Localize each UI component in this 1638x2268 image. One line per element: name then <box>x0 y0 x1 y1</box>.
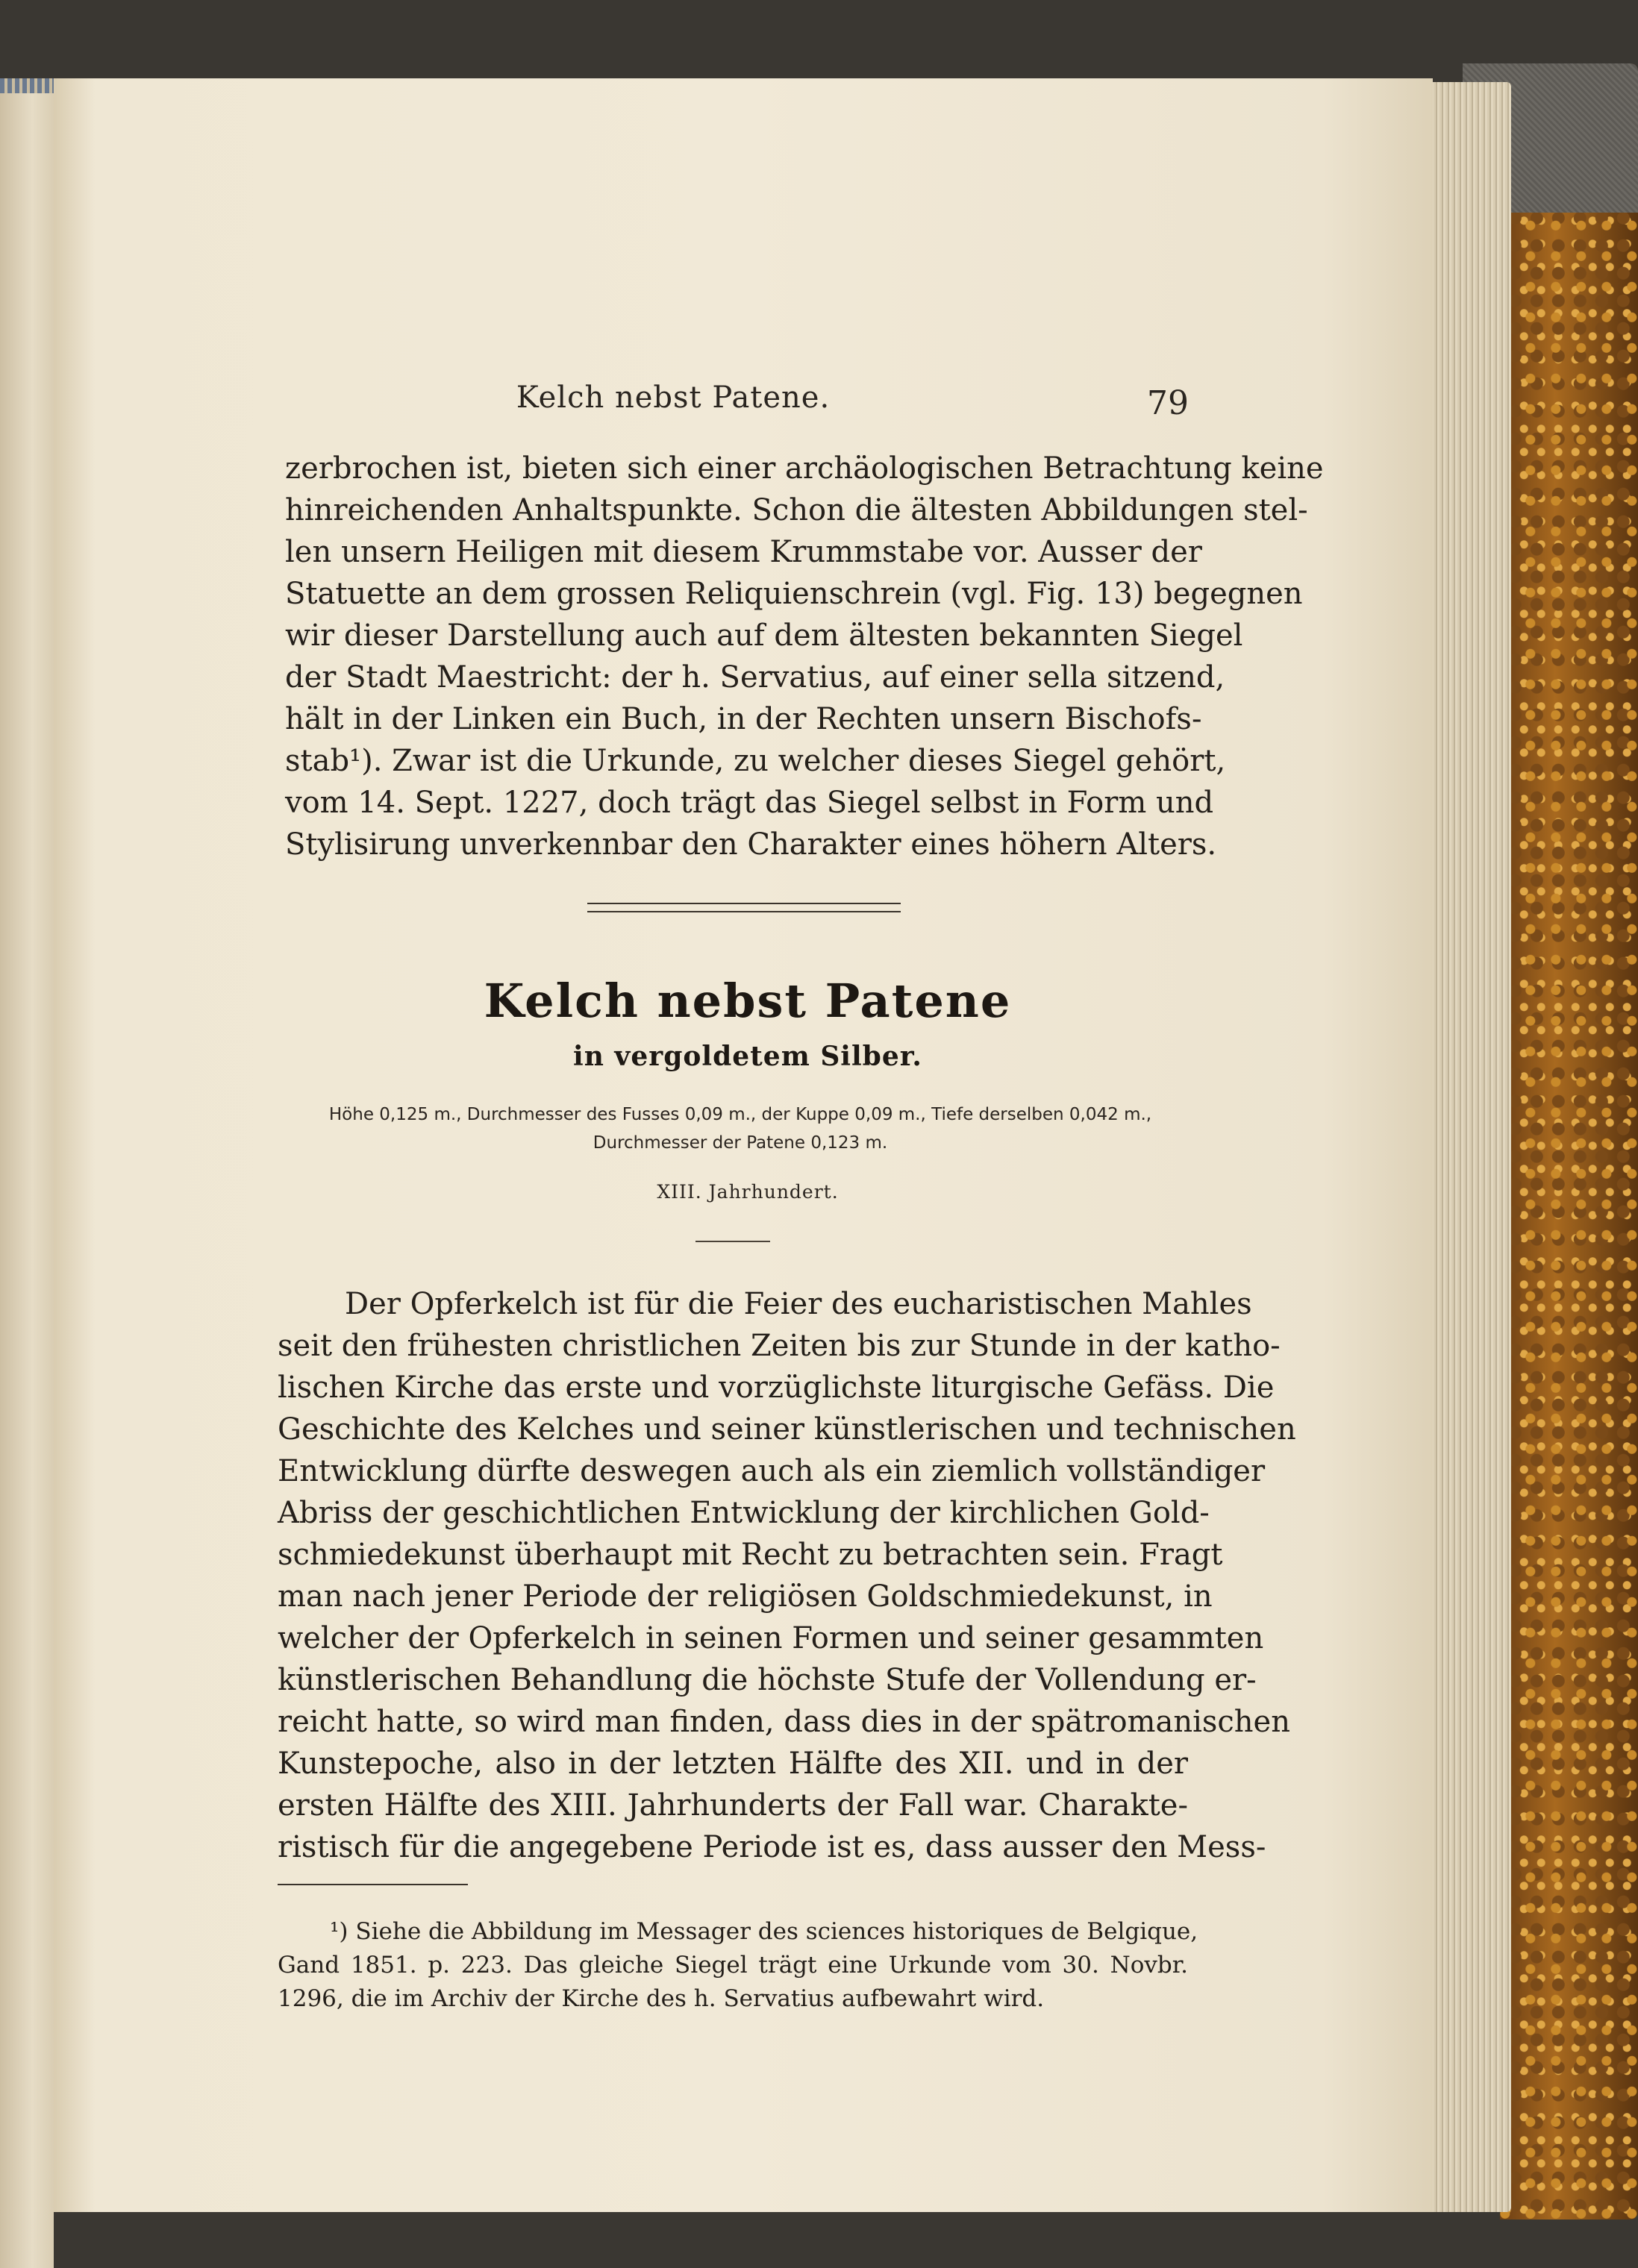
text-line: künstlerischen Behandlung die höchste Stufe der Vollendung er- <box>278 1663 1257 1697</box>
paragraph-1 <box>285 448 1324 865</box>
text-line: Entwicklung dürfte deswegen auch als ein ziemlich vollständiger <box>278 1454 1266 1488</box>
text-line: ersten Hälfte des XIII. Jahrhunderts der Fall war. Charakte- <box>278 1788 1188 1823</box>
footnote-line: Gand 1851. p. 223. Das gleiche Siegel trägt eine Urkunde vom 30. Novbr. <box>278 1952 1188 1979</box>
text-line: Abriss der geschichtlichen Entwicklung der kirchlichen Gold- <box>278 1496 1210 1530</box>
section-title: Kelch nebst Patene <box>484 974 1012 1028</box>
text-line: hält in der Linken ein Buch, in der Rechten unsern Bischofs- <box>285 702 1202 736</box>
dimensions-line: Höhe 0,125 m., Durchmesser des Fusses 0,09 m., der Kuppe 0,09 m., Tiefe derselben 0,042 m., <box>328 1105 1152 1124</box>
footnote-divider <box>278 1884 468 1885</box>
text-line: Stylisirung unverkennbar den Charakter eines höhern Alters. <box>285 827 1217 862</box>
text-line: stab¹). Zwar ist die Urkunde, zu welcher dieses Siegel gehört, <box>285 744 1226 778</box>
text-line: der Stadt Maestricht: der h. Servatius, auf einer sella sitzend, <box>285 660 1225 695</box>
page-stack-edges <box>1422 82 1511 2212</box>
text-line: Geschichte des Kelches und seiner künstlerischen und technischen <box>278 1412 1296 1447</box>
text-line: Der Opferkelch ist für die Feier des eucharistischen Mahles <box>345 1287 1252 1321</box>
short-divider <box>695 1241 770 1242</box>
text-line: man nach jener Periode der religiösen Goldschmiedekunst, in <box>278 1579 1213 1614</box>
text-line: Kunstepoche, also in der letzten Hälfte des XII. und in der <box>278 1747 1188 1781</box>
left-page-bookmark-edge <box>0 78 54 93</box>
running-header: Kelch nebst Patene. <box>516 380 831 415</box>
text-line: vom 14. Sept. 1227, doch trägt das Siegel selbst in Form und <box>285 786 1214 820</box>
dimensions-line: Durchmesser der Patene 0,123 m. <box>593 1133 888 1153</box>
paragraph-2 <box>278 1283 1296 1868</box>
book-page <box>54 78 1433 2212</box>
dimensions-caption <box>278 1100 1203 1157</box>
text-line: welcher der Opferkelch in seinen Formen und seiner gesammten <box>278 1621 1264 1655</box>
text-line: Statuette an dem grossen Reliquienschrein (vgl. Fig. 13) begegnen <box>285 577 1303 611</box>
text-line: hinreichenden Anhaltspunkte. Schon die ältesten Abbildungen stel- <box>285 493 1308 527</box>
century-label: XIII. Jahrhundert. <box>657 1181 839 1203</box>
text-line: seit den frühesten christlichen Zeiten bis zur Stunde in der katho- <box>278 1329 1281 1363</box>
book-cover-marbled <box>1500 63 1638 2220</box>
footnote-line: ¹) Siehe die Abbildung im Messager des sciences historiques de Belgique, <box>330 1918 1198 1945</box>
footnote <box>278 1915 1198 2016</box>
text-line: lischen Kirche das erste und vorzüglichste liturgische Gefäss. Die <box>278 1370 1275 1405</box>
text-line: len unsern Heiligen mit diesem Krummstabe vor. Ausser der <box>285 535 1202 569</box>
text-line: wir dieser Darstellung auch auf dem ältesten bekannten Siegel <box>285 618 1243 653</box>
text-line: zerbrochen ist, bieten sich einer archäologischen Betrachtung keine <box>285 451 1324 486</box>
section-subtitle: in vergoldetem Silber. <box>573 1041 922 1072</box>
page-number: 79 <box>1147 384 1189 422</box>
section-divider <box>587 903 901 912</box>
text-line: ristisch für die angegebene Periode ist es, dass ausser den Mess- <box>278 1830 1266 1864</box>
text-line: schmiedekunst überhaupt mit Recht zu betrachten sein. Fragt <box>278 1538 1223 1572</box>
text-line: reicht hatte, so wird man finden, dass dies in der spätromanischen <box>278 1705 1290 1739</box>
footnote-line: 1296, die im Archiv der Kirche des h. Servatius aufbewahrt wird. <box>278 1985 1045 2012</box>
left-page-edge <box>0 78 54 2268</box>
